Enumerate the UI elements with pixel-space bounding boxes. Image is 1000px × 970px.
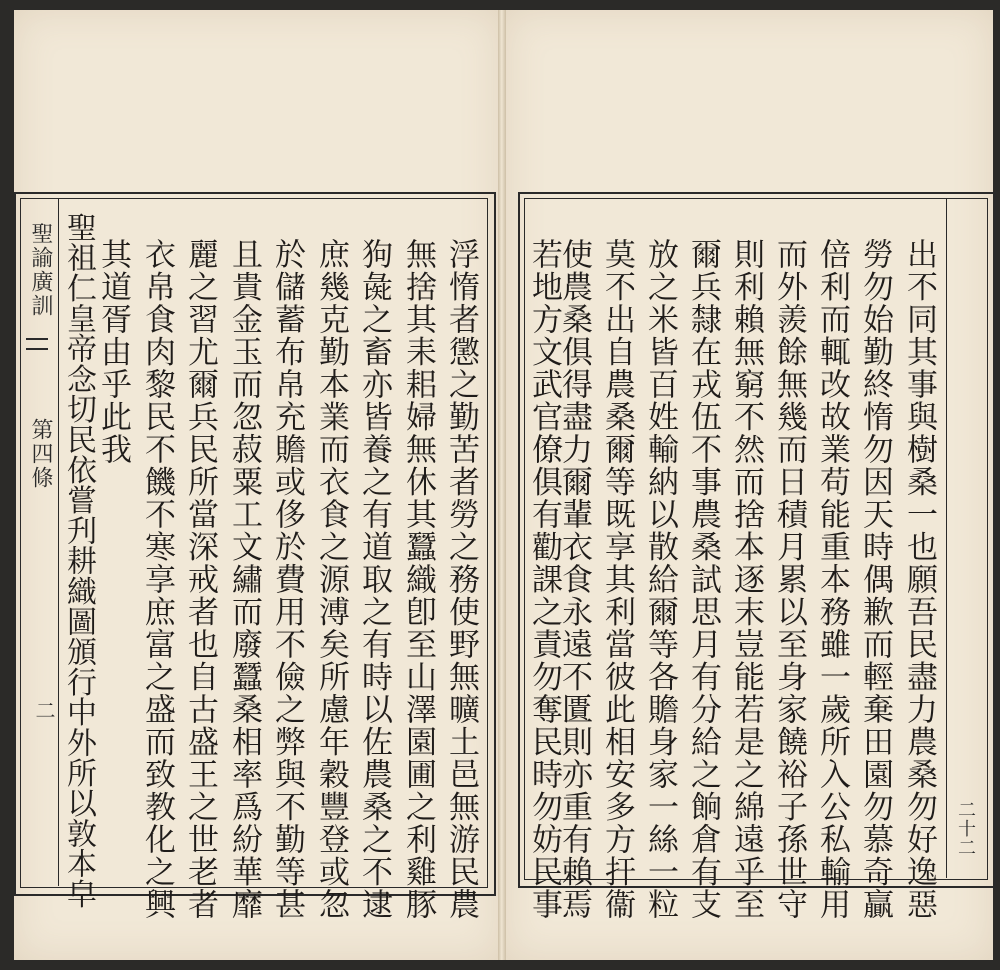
text-column: 且貴金玉而忽菽粟工文繡而廢蠶桑相率爲紛華靡 <box>226 238 262 921</box>
text-column: 庶幾克勤本業而衣食之源溥矣所慮年穀豐登或忽 <box>313 238 349 921</box>
fishtail-mark <box>26 338 48 350</box>
right-margin-strip-rule <box>946 198 947 878</box>
text-column: 狗彘之畜亦皆養之有道取之有時以佐農桑之不逮 <box>356 238 392 921</box>
book-gutter <box>498 10 506 960</box>
text-column: 放之米皆百姓輸納以散給爾等各贍身家一絲一粒 <box>642 238 678 921</box>
text-column: 倍利而輒改故業苟能重本務雖一歲所入公私輸用 <box>814 238 850 921</box>
text-column: 浮惰者懲之勤苦者勞之務使野無曠土邑無游民農 <box>443 238 479 921</box>
text-column: 無捨其耒耜婦無休其蠶織卽至山澤園圃之利雞豚 <box>400 238 436 921</box>
text-column-honorific: 聖祖仁皇帝念切民依嘗刋耕織圖頒行中外所以敦本皁 <box>61 212 96 909</box>
text-column: 使農桑俱得盡力爾輩衣食永遠不匱則亦重有賴焉 <box>556 238 592 921</box>
text-column: 於儲蓄布帛充贍或侈於費用不儉之弊與不勤等甚 <box>269 238 305 921</box>
margin-strip-rule <box>58 198 59 886</box>
text-column: 出不同其事與樹桑一也願吾民盡力農桑勿好逸惡 <box>901 238 937 921</box>
book-title: 聖諭廣訓 <box>28 222 53 318</box>
text-column: 若地方文武官僚俱有勸課之責勿奪民時勿妨民事 <box>526 238 562 921</box>
text-column: 莫不出自農桑爾等既享其利當彼此相安多方扞衞 <box>599 238 635 921</box>
text-column: 麗之習尤爾兵民所當深戒者也自古盛王之世老者 <box>182 238 218 921</box>
left-page-number: 二 <box>32 700 56 720</box>
text-column: 而外羨餘無幾而日積月累以至身家饒裕子孫世守 <box>771 238 807 921</box>
text-column: 其道胥由乎此我 <box>95 238 131 466</box>
section-label: 第四條 <box>28 418 53 490</box>
right-page-number: 二十二 <box>955 800 976 857</box>
text-column: 勞勿始勤終惰勿因天時偶歉而輕棄田園勿慕奇贏 <box>857 238 893 921</box>
text-column: 衣帛食肉黎民不饑不寒享庶富之盛而致教化之興 <box>139 238 175 921</box>
text-column: 爾兵隸在戎伍不事農桑試思月有分給之餉倉有支 <box>685 238 721 921</box>
text-column: 則利賴無窮不然而捨本逐末豈能若是之綿遠乎至 <box>728 238 764 921</box>
